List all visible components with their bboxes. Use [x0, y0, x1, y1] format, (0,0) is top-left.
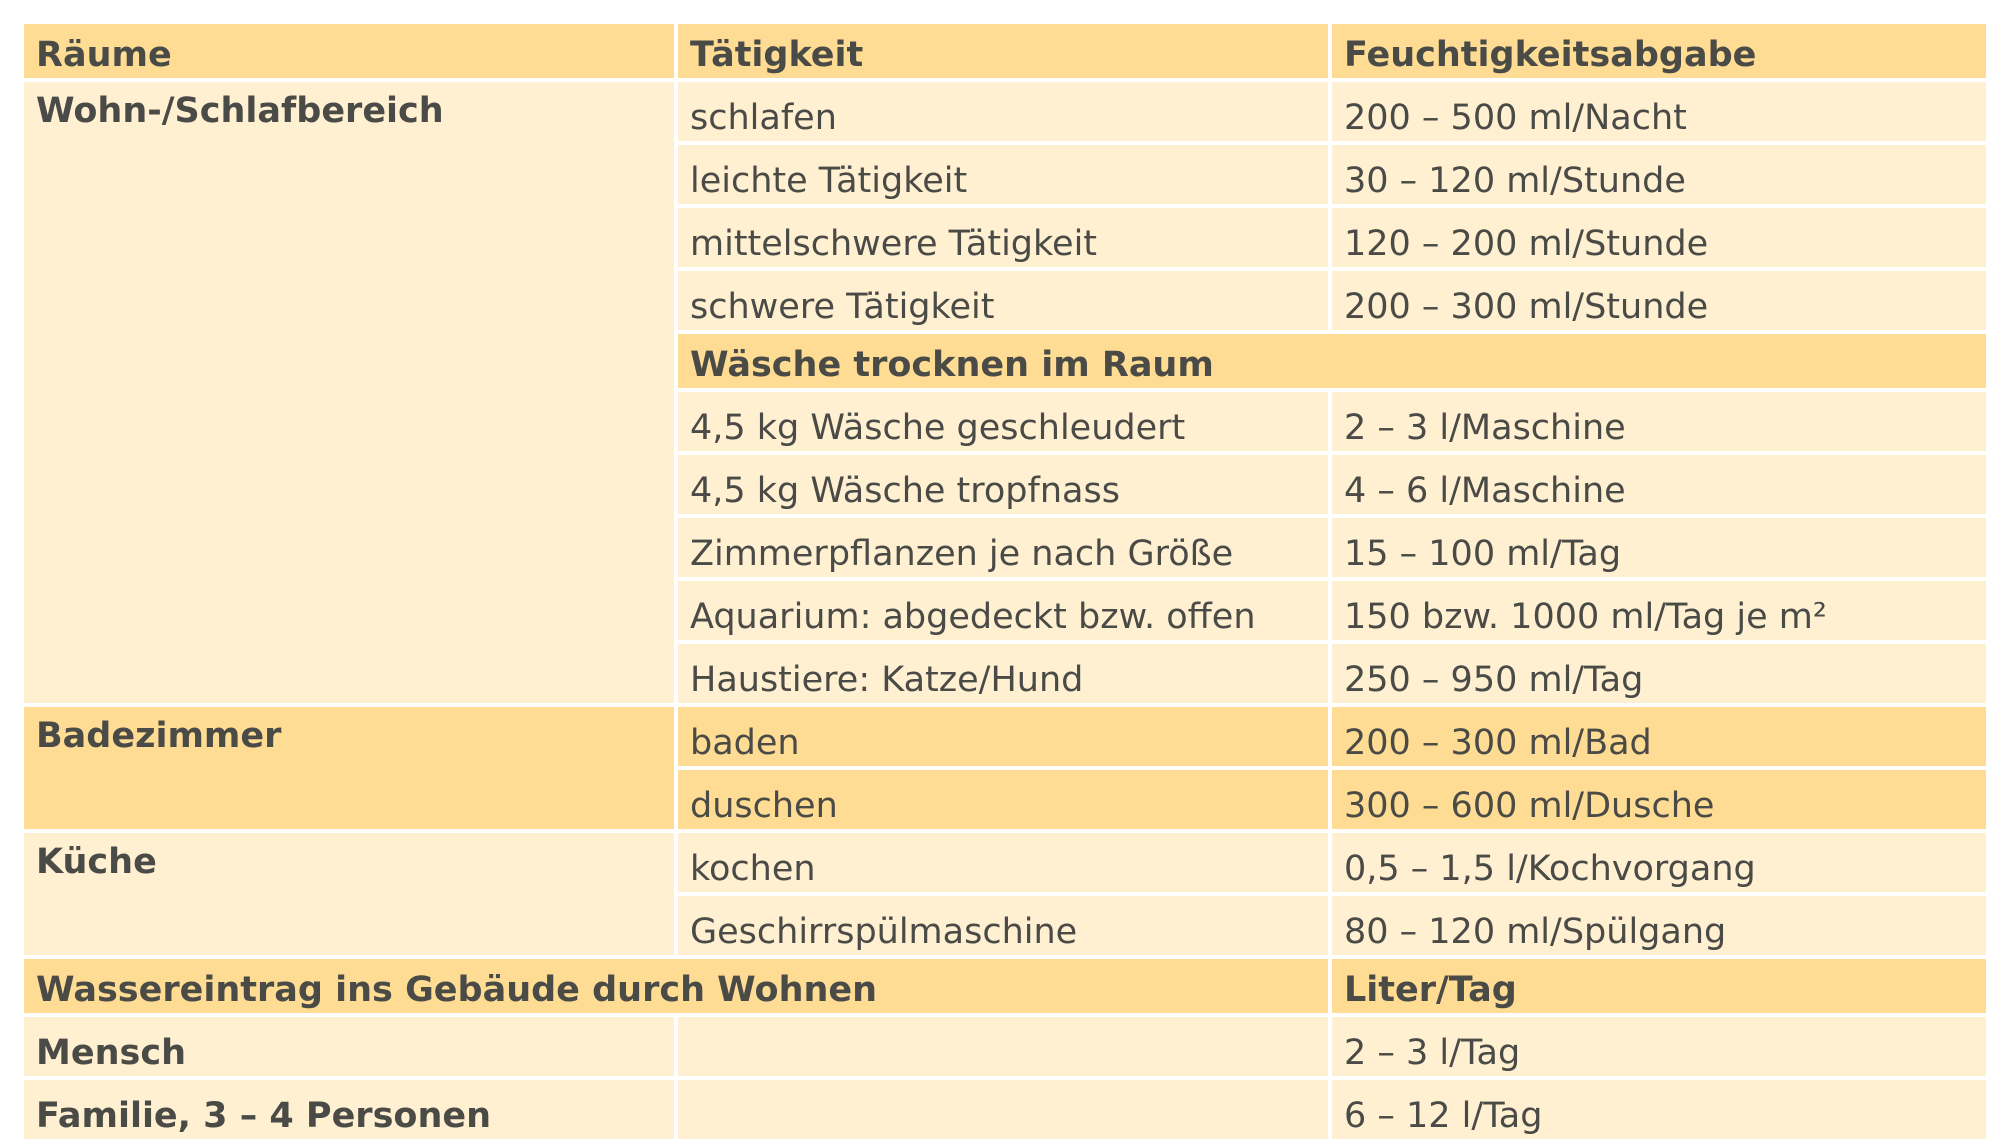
water-section-header-row — [22, 957, 1988, 1015]
room-kitchen: Küche — [22, 831, 676, 957]
empty-cell — [676, 1078, 1330, 1141]
table-row — [22, 1015, 1988, 1078]
water-label-cell: Familie, 3 – 4 Personen — [22, 1078, 676, 1141]
activity-cell: Zimmerpflanzen je nach Größe — [676, 516, 1330, 579]
activity-cell: schwere Tätigkeit — [676, 269, 1330, 332]
moisture-table — [20, 20, 1990, 1143]
header-rooms: Räume — [22, 22, 676, 80]
activity-cell: kochen — [676, 831, 1330, 894]
value-cell: 200 – 500 ml/Nacht — [1330, 80, 1988, 143]
value-cell: 2 – 3 l/Tag — [1330, 1015, 1988, 1078]
moisture-table-container — [20, 20, 1986, 1143]
room-living: Wohn-/Schlafbereich — [22, 80, 676, 705]
value-cell: 120 – 200 ml/Stunde — [1330, 206, 1988, 269]
activity-cell: leichte Tätigkeit — [676, 143, 1330, 206]
value-cell: 2 – 3 l/Maschine — [1330, 390, 1988, 453]
activity-cell: baden — [676, 705, 1330, 768]
activity-cell: schlafen — [676, 80, 1330, 143]
laundry-subheader: Wäsche trocknen im Raum — [676, 332, 1988, 390]
activity-cell: mittelschwere Tätigkeit — [676, 206, 1330, 269]
value-cell: 0,5 – 1,5 l/Kochvorgang — [1330, 831, 1988, 894]
activity-cell: 4,5 kg Wäsche tropfnass — [676, 453, 1330, 516]
value-cell: 200 – 300 ml/Bad — [1330, 705, 1988, 768]
activity-cell: duschen — [676, 768, 1330, 831]
value-cell: 30 – 120 ml/Stunde — [1330, 143, 1988, 206]
value-cell: 15 – 100 ml/Tag — [1330, 516, 1988, 579]
value-cell: 80 – 120 ml/Spülgang — [1330, 894, 1988, 957]
value-cell: 250 – 950 ml/Tag — [1330, 642, 1988, 705]
table-row — [22, 831, 1988, 894]
header-activity: Tätigkeit — [676, 22, 1330, 80]
header-moisture: Feuchtigkeitsabgabe — [1330, 22, 1988, 80]
activity-cell: Haustiere: Katze/Hund — [676, 642, 1330, 705]
room-bathroom: Badezimmer — [22, 705, 676, 831]
value-cell: 150 bzw. 1000 ml/Tag je m² — [1330, 579, 1988, 642]
value-cell: 4 – 6 l/Maschine — [1330, 453, 1988, 516]
activity-cell: Aquarium: abgedeckt bzw. offen — [676, 579, 1330, 642]
activity-cell: 4,5 kg Wäsche geschleudert — [676, 390, 1330, 453]
value-cell: 300 – 600 ml/Dusche — [1330, 768, 1988, 831]
table-row — [22, 1078, 1988, 1141]
water-label-cell: Mensch — [22, 1015, 676, 1078]
table-row — [22, 80, 1988, 143]
table-row — [22, 705, 1988, 768]
water-unit-header: Liter/Tag — [1330, 957, 1988, 1015]
value-cell: 6 – 12 l/Tag — [1330, 1078, 1988, 1141]
table-header-row — [22, 22, 1988, 80]
water-section-header: Wassereintrag ins Gebäude durch Wohnen — [22, 957, 1330, 1015]
empty-cell — [676, 1015, 1330, 1078]
activity-cell: Geschirrspülmaschine — [676, 894, 1330, 957]
value-cell: 200 – 300 ml/Stunde — [1330, 269, 1988, 332]
